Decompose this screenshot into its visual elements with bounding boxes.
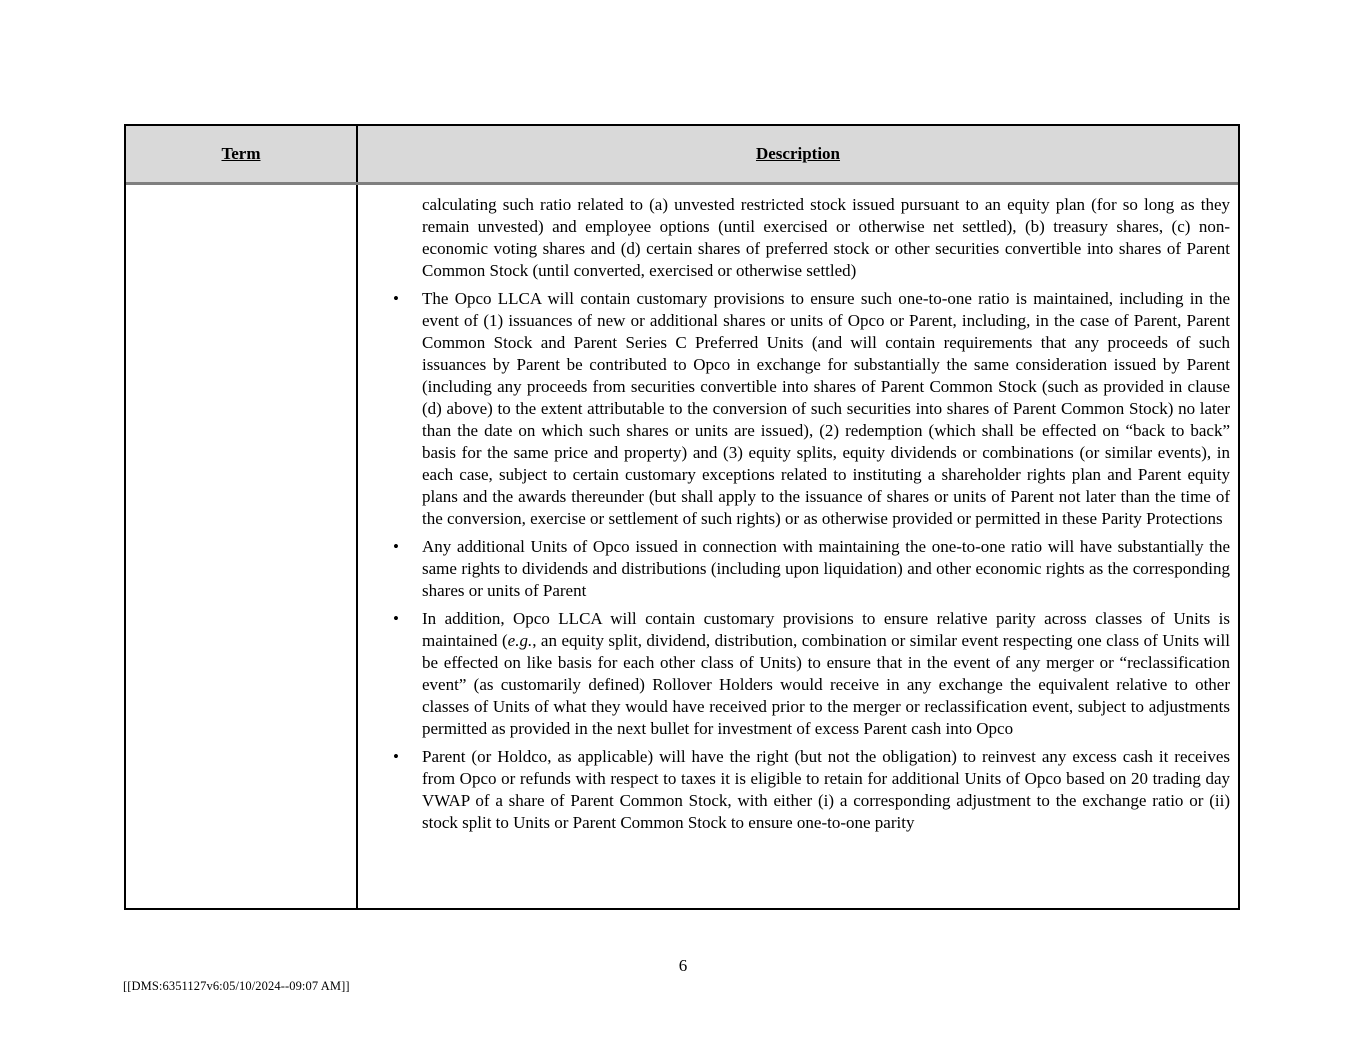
description-bullet-paragraph (393, 536, 1230, 602)
text-run: calculating such ratio related to (a) unvested restricted stock issued pursuant to an equity plan (for so long as they remain unvested) and employee options (until exercised or otherwise net settled), (b) treasury shares, (c) non-economic voting shares and (d) certain shares of preferred stock or other securities convertible into shares of Parent Common Stock (until converted, exercised or otherwise settled) (422, 195, 1230, 280)
description-column-header: Description (755, 144, 841, 163)
description-paragraph (422, 194, 1230, 282)
text-run: Any additional Units of Opco issued in connection with maintaining the one-to-one ratio will have substantially the same rights to dividends and distributions (including upon liquidation) and other economic rights as the corresponding shares or units of Parent (422, 537, 1230, 600)
table-header-row (126, 126, 1238, 185)
bullet-icon: • (393, 609, 399, 628)
description-bullet-paragraph (393, 288, 1230, 530)
bullet-icon: • (393, 289, 399, 308)
text-run: Parent (or Holdco, as applicable) will have the right (but not the obligation) to reinvest any excess cash it receives from Opco or refunds with respect to taxes it is eligible to retain for additional Units of Opco based on 20 trading day VWAP of a share of Parent Common Stock, with either (i) a corresponding adjustment to the exchange ratio or (ii) stock split to Units or Parent Common Stock to ensure one-to-one parity (422, 747, 1230, 832)
page-number: 6 (678, 956, 688, 975)
term-cell (126, 185, 358, 908)
bullet-icon: • (393, 747, 399, 766)
text-run: The Opco LLCA will contain customary provisions to ensure such one-to-one ratio is maintained, including in the event of (1) issuances of new or additional shares or units of Opco or Parent, including, in the case of Parent, Parent Common Stock and Parent Series C Preferred Units (and will contain requirements that any proceeds of such issuances by Parent be contributed to Opco in exchange for substantially the same consideration issued by Parent (including any proceeds from securities convertible into shares of Parent Common Stock (such as provided in clause (d) above) to the extent attributable to the conversion of such securities into shares of Parent Common Stock) no later than the date on which such shares or units are issued), (2) redemption (which shall be effected on “back to back” basis for the same price and property) and (3) equity splits, equity dividends or combinations (or similar events), in each case, subject to certain customary exceptions related to instituting a shareholder rights plan and Parent equity plans and the awards thereunder (but shall apply to the issuance of shares or units of Parent not later than the time of the conversion, exercise or settlement of such rights) or as otherwise provided or permitted in these Parity Protections (422, 289, 1230, 528)
bullet-icon: • (393, 537, 399, 556)
document-stamp: [[DMS:6351127v6:05/10/2024--09:07 AM]] (123, 979, 350, 993)
description-bullet-paragraph (393, 746, 1230, 834)
term-column-header: Term (126, 126, 358, 182)
term-description-table (124, 124, 1240, 910)
description-cell (358, 185, 1238, 908)
table-body-row (126, 185, 1238, 908)
description-bullet-paragraph (393, 608, 1230, 740)
text-run: In addition, Opco LLCA will contain customary provisions to ensure relative parity across classes of Units is maintained ( (422, 609, 1230, 650)
text-run: e.g. (507, 631, 533, 650)
text-run: , an equity split, dividend, distribution, combination or similar event respecting one class of Units will be effected on like basis for each other class of Units) to ensure that in the event of any merger or “reclassification event” (as customarily defined) Rollover Holders would receive in any exchange the equivalent relative to other classes of Units of what they would have received prior to the merger or reclassification event, subject to adjustments permitted as provided in the next bullet for investment of excess Parent cash into Opco (422, 631, 1230, 738)
